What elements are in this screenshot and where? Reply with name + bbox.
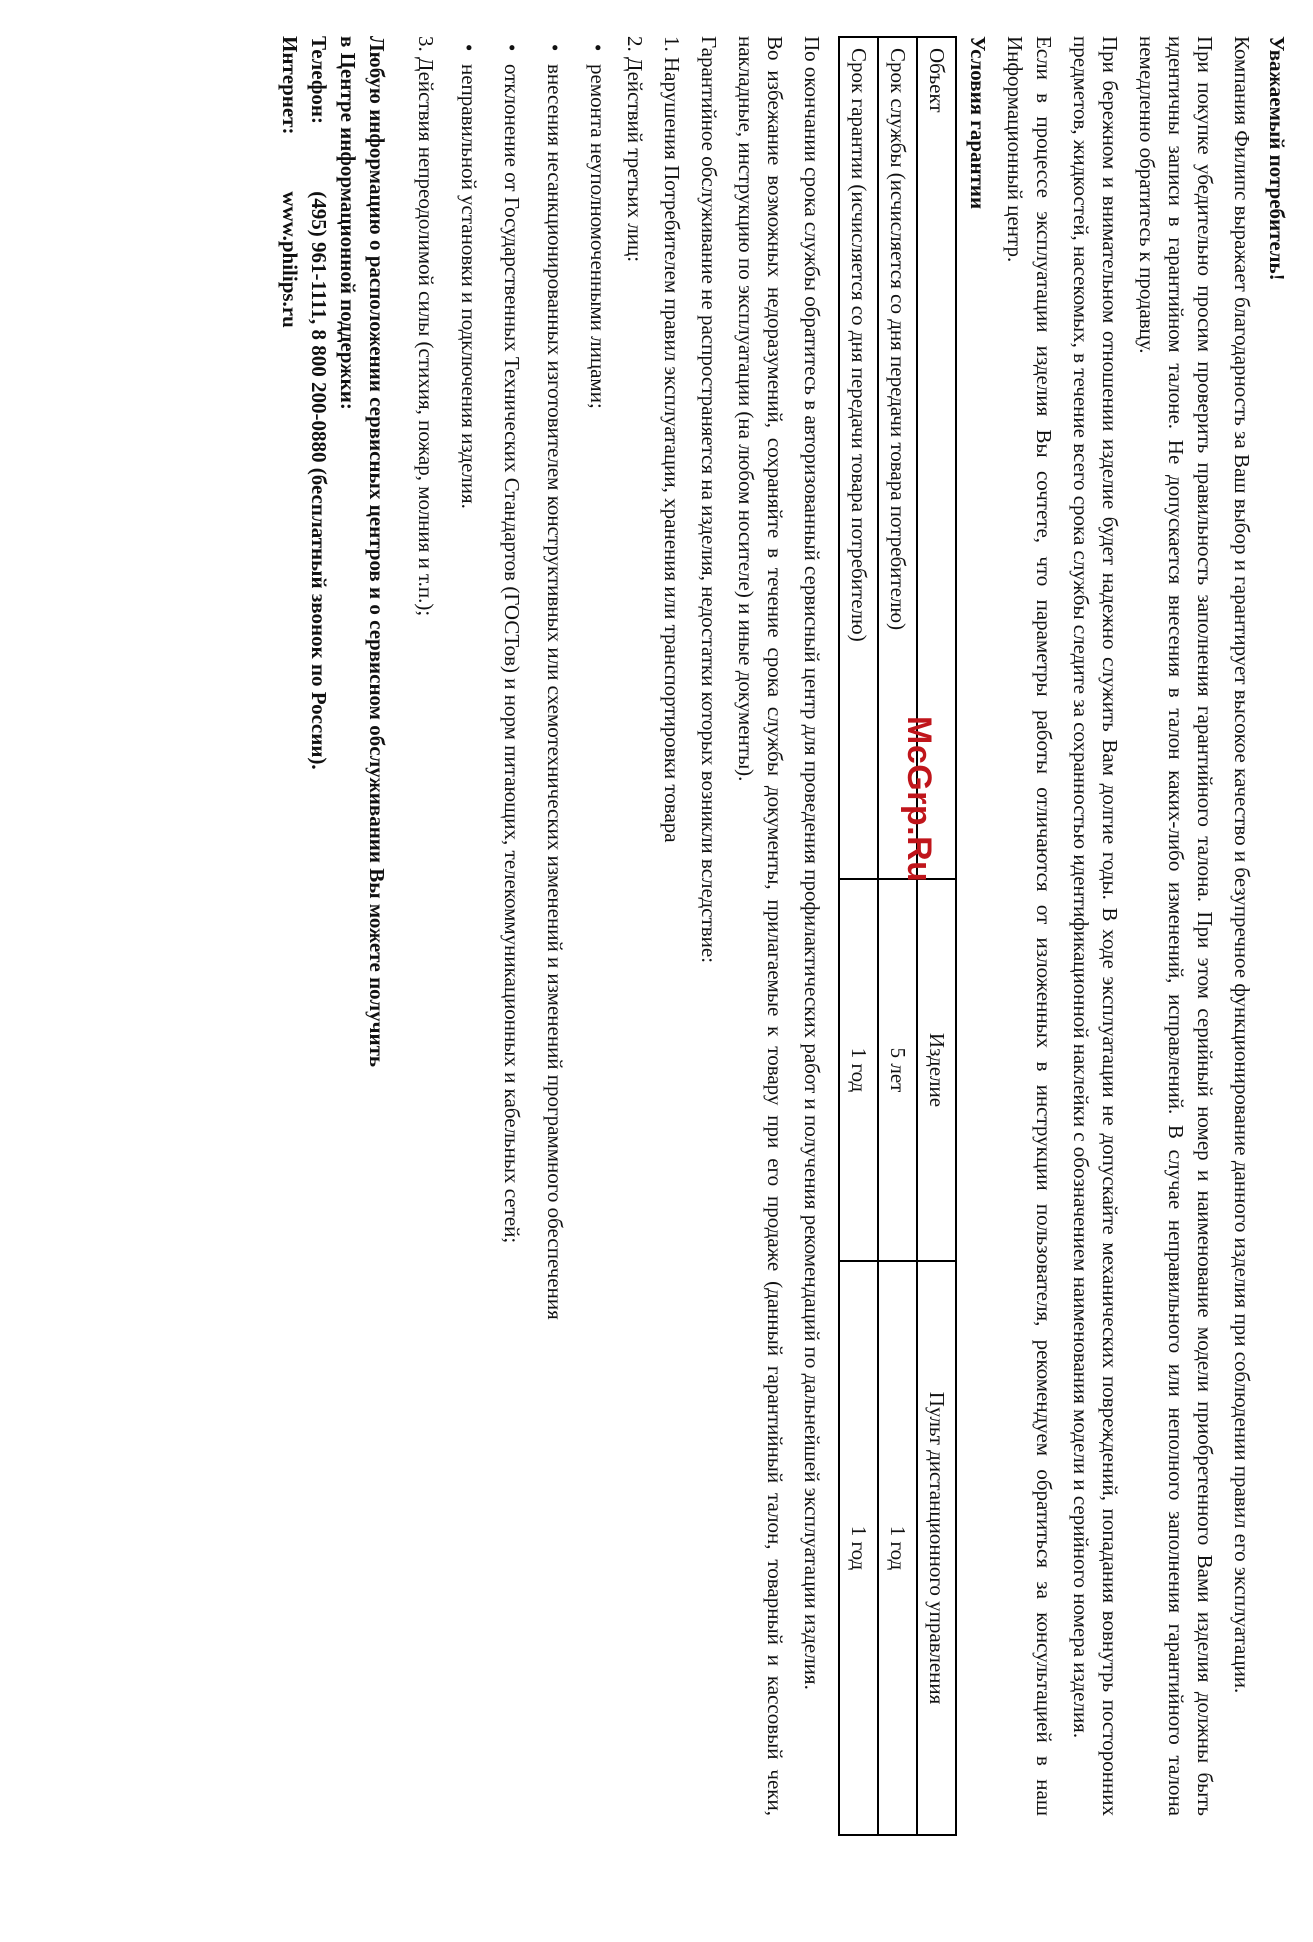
bullet-icon: • xyxy=(500,44,524,52)
bullet-icon: • xyxy=(586,44,610,52)
warranty-table xyxy=(838,36,957,1836)
list-item-text: внесения несанкционированных изготовителем конструктивных или схемотехнических изменений и изменений программного обеспечения xyxy=(543,64,567,1320)
table-header-cell: Изделие xyxy=(917,879,956,1261)
table-cell: 1 год xyxy=(878,1261,917,1835)
warranty-heading: Условия гарантии xyxy=(966,36,990,210)
exclusion-item-2: 2. Действий третьих лиц: xyxy=(623,36,647,263)
support-center-line: в Центре информационной поддержки: xyxy=(336,36,360,410)
document-content xyxy=(275,36,1291,1816)
list-item-text: отклонение от Государственных Технических Стандартов (ГОСТов) и норм питающих, телекоммуникационных и кабельных сетей; xyxy=(500,64,524,1244)
bullet-icon: • xyxy=(457,44,481,52)
table-cell: 5 лет xyxy=(878,879,917,1261)
table-cell: Срок гарантии (исчисляется со дня передачи товара потребителю) xyxy=(839,37,878,879)
table-row xyxy=(878,37,917,1835)
careful-use-paragraph: При бережном и внимательном отношении изделие будет надежно служить Вам долгие годы. В ходе эксплуатации не допускайте механических повреждений, попадания вовнутрь посторонних предметов, жидкостей, насекомых, в течение всего срока службы следите за сохранностью идентификационной наклейки с обозначением наименования модели и серийного номера изделия. xyxy=(1069,36,1122,1816)
service-center-paragraph: По окончании срока службы обратитесь в авторизованный сервисный центр для проведения профилактических работ и получения рекомендаций по дальнейшей эксплуатации изделия. xyxy=(800,36,824,1690)
table-cell: Срок службы (исчисляется со дня передачи товара потребителю) xyxy=(878,37,917,879)
table-cell: 1 год xyxy=(839,879,878,1261)
table-header-cell: Объект xyxy=(917,37,956,879)
internet-label: Интернет: xyxy=(278,36,302,135)
exclusion-item-3: 3. Действия непреодолимой силы (стихия, пожар, молния и т.п.); xyxy=(414,36,438,617)
consultation-paragraph: Если в процессе эксплуатации изделия Вы сочтете, что параметры работы отличаются от изложенных в инструкции пользователя, рекомендуем обратиться за консультацией в наш Информационный центр. xyxy=(1003,36,1056,1816)
exclusion-item-1: 1. Нарушения Потребителем правил эксплуатации, хранения или транспортировки товара xyxy=(660,36,684,843)
keep-documents-paragraph: Во избежание возможных недоразумений, сохраняйте в течение срока службы документы, прилагаемые к товару при его продаже (данный гарантийный талон, товарный и кассовый чеки, накладные, инструкцию по эксплуатации (на любом носителе) и иные документы). xyxy=(734,36,787,1816)
table-row xyxy=(839,37,878,1835)
check-coupon-paragraph: При покупке убедительно просим проверить правильность заполнения гарантийного талона. При этом серийный номер и наименование модели приобретенного Вами изделия должны быть идентичны записи в гарантийном талоне. Не допускается внесения в талон каких-либо изменений, исправлений. В случае неправильного или неполного заполнения гарантийного талона немедленно обратитесь к продавцу. xyxy=(1135,36,1217,1816)
greeting-heading: Уважаемый потребитель! xyxy=(1265,36,1289,281)
table-header-row xyxy=(917,37,956,1835)
phone-value: (495) 961-1111, 8 800 200-0880 (бесплатный звонок по России). xyxy=(307,191,331,770)
support-info-line: Любую информацию о расположении сервисных центров и о сервисном обслуживании Вы можете получить xyxy=(365,36,389,1068)
intro-paragraph: Компания Филипс выражает благодарность за Ваш выбор и гарантирует высокое качество и безупречное функционирование данного изделия при соблюдении правил его эксплуатации. xyxy=(1230,36,1254,1694)
phone-label: Телефон: xyxy=(307,36,331,125)
exclusions-intro-paragraph: Гарантийное обслуживание не распространяется на изделия, недостатки которых возникли вследствие: xyxy=(697,36,721,964)
table-header-cell: Пульт дистанционного управления xyxy=(917,1261,956,1835)
list-item xyxy=(540,44,569,1816)
internet-row xyxy=(275,36,304,1816)
list-item xyxy=(583,44,612,1816)
watermark-logo: McGrp.Ru xyxy=(900,716,938,883)
phone-row xyxy=(304,36,333,1816)
list-item-text: ремонта неуполномоченными лицами; xyxy=(586,64,610,409)
list-item xyxy=(497,44,526,1816)
table-cell: 1 год xyxy=(839,1261,878,1835)
list-item-text: неправильной установки и подключения изделия. xyxy=(457,64,481,509)
bullet-icon: • xyxy=(543,44,567,52)
list-item xyxy=(454,44,483,1816)
website-link[interactable]: www.philips.ru xyxy=(278,191,302,328)
